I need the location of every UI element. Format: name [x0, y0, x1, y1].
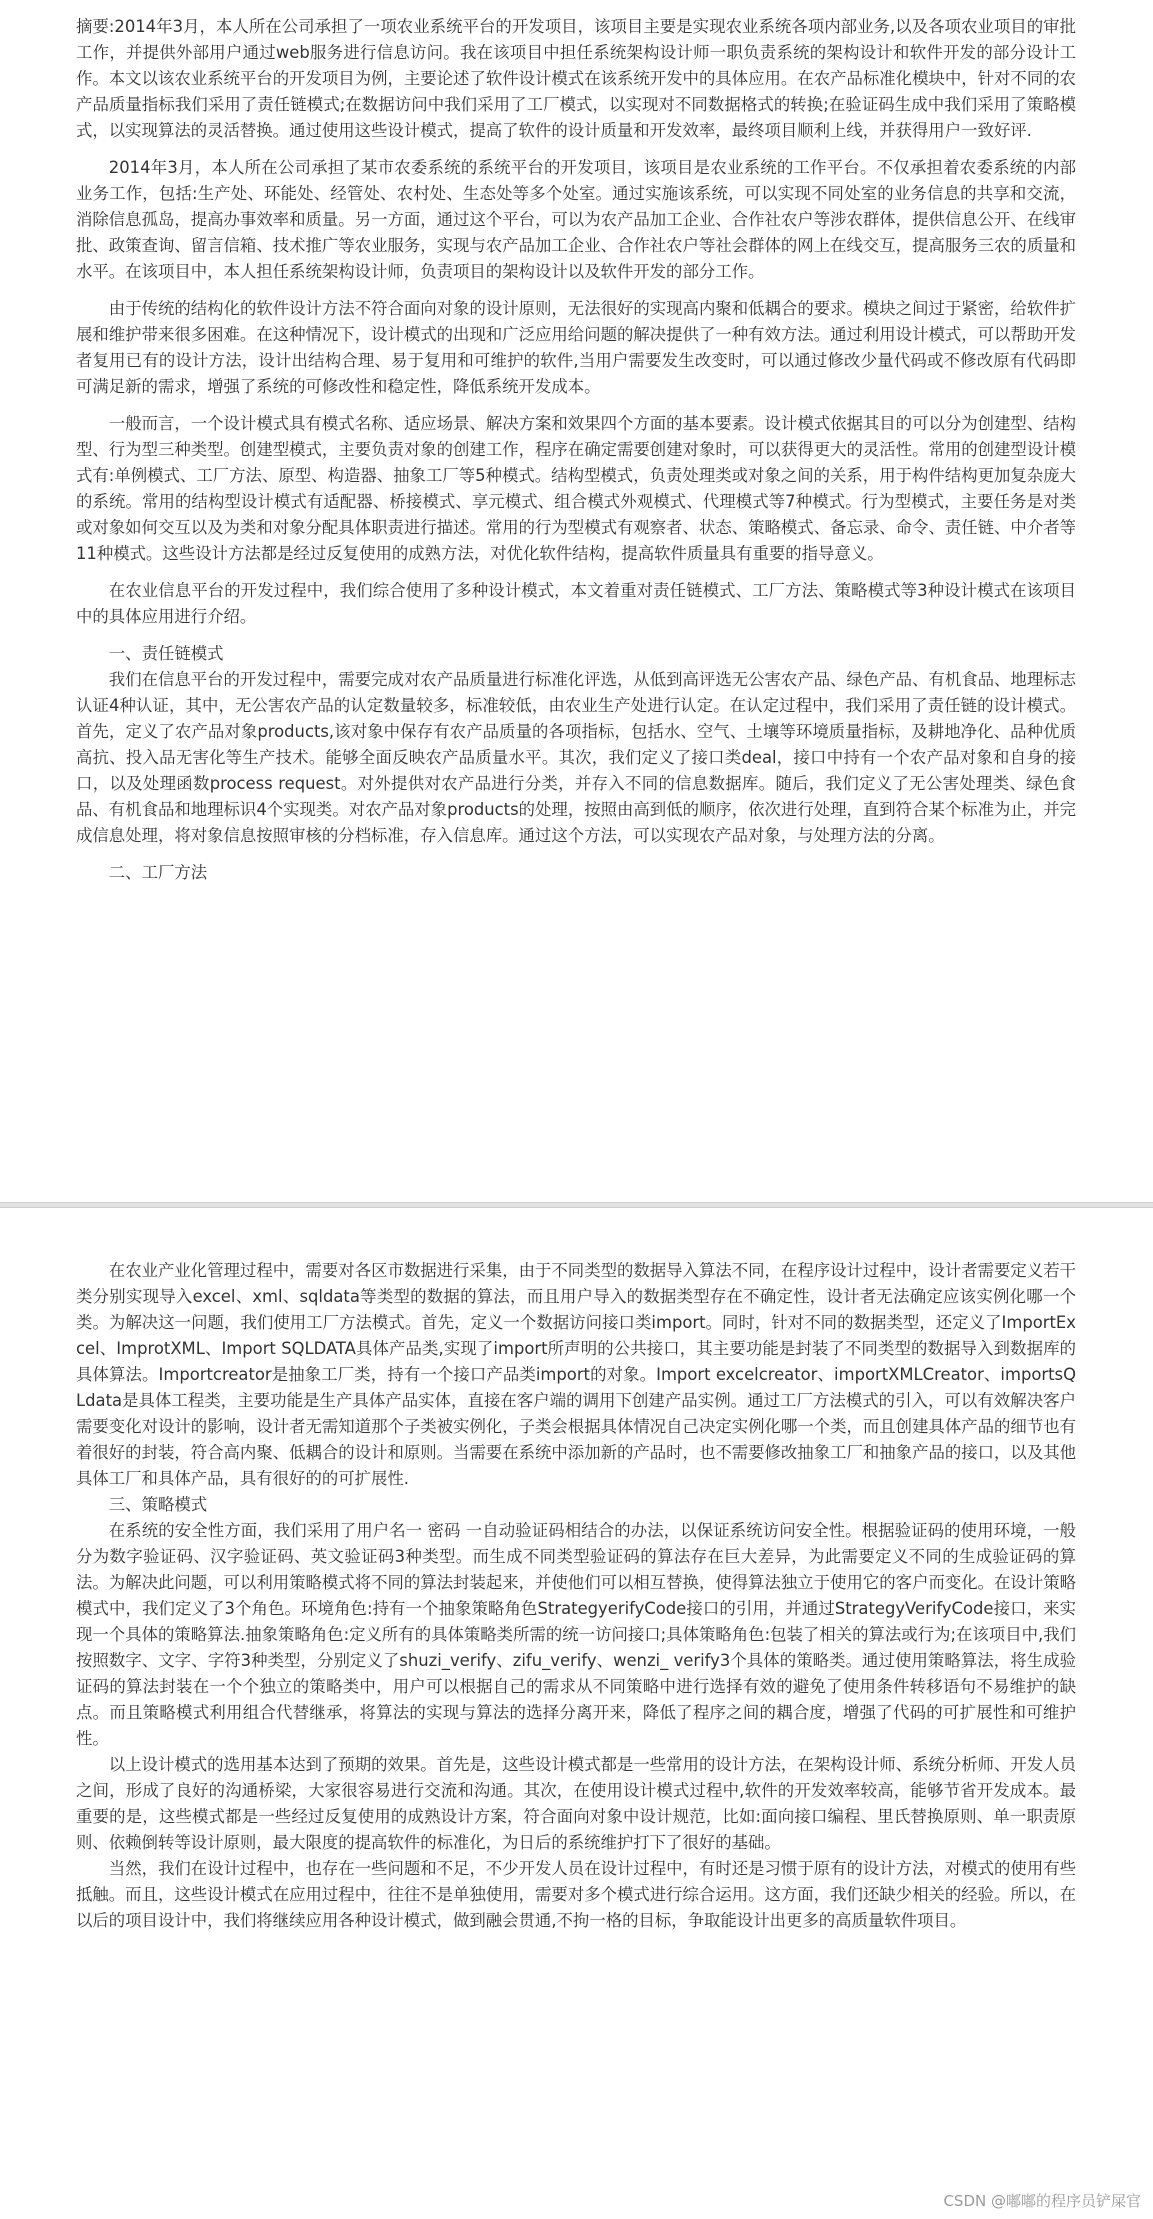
factory-method-paragraph: 在农业产业化管理过程中，需要对各区市数据进行采集，由于不同类型的数据导入算法不同，在程序设计过程中，设计者需要定义若干类分别实现导入excel、xml、sqldata等类型的数据的算法，而且用户导入的数据类型存在不确定性，设计者无法确定应该实例化哪一个类。为解决这一问题，我们使用工厂方法模式。首先，定义一个数据访问接口类import。同时，针对不同的数据类型，还定义了ImportExcel、ImprotXML、Import SQLDATA具体产品类,实现了import所声明的公共接口，其主要功能是封装了不同类型的数据导入到数据库的具体算法。Importcreator是抽象工厂类，持有一个接口产品类import的对象。Import excelcreator、importXMLCreator、importsQLdata是具体工程类，主要功能是生产具体产品实体，直接在客户端的调用下创建产品实例。通过工厂方法模式的引入，可以有效解决客户需要变化对设计的影响，设计者无需知道那个子类被实例化，子类会根据具体情况自己决定实例化哪一个类，而且创建具体产品的细节也有着很好的封装，符合高内聚、低耦合的设计和原则。当需要在系统中添加新的产品时，也不需要修改抽象工厂和抽象产品的接口，以及其他具体工厂和具体产品，具有很好的的可扩展性.	[76, 1261, 1076, 1488]
intro-paragraph: 2014年3月，本人所在公司承担了某市农委系统的系统平台的开发项目，该项目是农业系统的工作平台。不仅承担着农委系统的内部业务工作，包括:生产处、环能处、经管处、农村处、生态处等多个处室。通过实施该系统，可以实现不同处室的业务信息的共享和交流，消除信息孤岛，提高办事效率和质量。另一方面，通过这个平台，可以为农产品加工企业、合作社农户等涉农群体，提供信息公开、在线审批、政策查询、留言信箱、技术推广等农业服务，实现与农产品加工企业、合作社农户等社会群体的网上在线交互，提高服务三农的质量和水平。在该项目中，本人担任系统架构设计师，负责项目的架构设计以及软件开发的部分工作。	[76, 158, 1076, 281]
motivation-paragraph: 由于传统的结构化的软件设计方法不符合面向对象的设计原则，无法很好的实现高内聚和低耦合的要求。模块之间过于紧密，给软件扩展和维护带来很多困难。在这种情况下，设计模式的出现和广泛应用给问题的解决提供了一种有效方法。通过利用设计模式，可以帮助开发者复用已有的设计方法，设计出结构合理、易于复用和可维护的软件,当用户需要发生改变时，可以通过修改少量代码或不修改原有代码即可满足新的需求，增强了系统的可修改性和稳定性，降低系统开发成本。	[76, 299, 1076, 396]
summary-paragraph: 以上设计模式的选用基本达到了预期的效果。首先是，这些设计模式都是一些常用的设计方法，在架构设计师、系统分析师、开发人员之间，形成了良好的沟通桥梁，大家很容易进行交流和沟通。其次，在使用设计模式过程中,软件的开发效率较高，能够节省开发成本。最重要的是，这些模式都是一些经过反复使用的成熟设计方案，符合面向对象中设计规范，比如:面向接口编程、里氏替换原则、单一职责原则、依赖倒转等设计原则，最大限度的提高软件的标准化，为日后的系统维护打下了很好的基础。	[76, 1755, 1076, 1852]
strategy-paragraph: 在系统的安全性方面，我们采用了用户名一 密码 一自动验证码相结合的办法，以保证系统访问安全性。根据验证码的使用环境，一般分为数字验证码、汉字验证码、英文验证码3种类型。而生成不同类型验证码的算法存在巨大差异，为此需要定义不同的生成验证码的算法。为解决此问题，可以利用策略模式将不同的算法封装起来，并使他们可以相互替换，使得算法独立于使用它的客户而变化。在设计策略模式中，我们定义了3个角色。环境角色:持有一个抽象策略角色StrategyerifyCode接口的引用，并通过StrategyVerifyCode接口，来实现一个具体的策略算法.抽象策略角色:定义所有的具体策略类所需的统一访问接口;具体策略角色:包装了相关的算法或行为;在该项目中,我们按照数字、文字、字符3种类型，分别定义了shuzi_verify、zifu_verify、wenzi_ verify3个具体的策略类。通过使用策略算法，将生成验证码的算法封装在一个个独立的策略类中，用户可以根据自己的需求从不同策略中进行选择有效的避免了使用条件转移语句不易维护的缺点。而且策略模式利用组合代替继承，将算法的实现与算法的选择分离开来，降低了程序之间的耦合度，增强了代码的可扩展性和可维护性。	[76, 1521, 1076, 1748]
csdn-watermark: CSDN @嘟嘟的程序员铲屎官	[943, 2192, 1141, 2210]
section-heading-chain-of-responsibility: 一、责任链模式	[108, 644, 224, 663]
page-1-content	[76, 14, 1076, 886]
section-heading-factory-method: 二、工厂方法	[108, 863, 208, 882]
section-heading-strategy: 三、策略模式	[108, 1495, 208, 1514]
conclusion-paragraph: 当然，我们在设计过程中，也存在一些问题和不足，不少开发人员在设计过程中，有时还是习惯于原有的设计方法，对模式的使用有些抵触。而且，这些设计模式在应用过程中，往往不是单独使用，需要对多个模式进行综合运用。这方面，我们还缺少相关的经验。所以，在以后的项目设计中，我们将继续应用各种设计模式，做到融会贯通,不拘一格的目标，争取能设计出更多的高质量软件项目。	[76, 1859, 1076, 1930]
patterns-used-paragraph: 在农业信息平台的开发过程中，我们综合使用了多种设计模式，本文着重对责任链模式、工厂方法、策略模式等3种设计模式在该项目中的具体应用进行介绍。	[76, 581, 1076, 626]
document-page-2	[0, 1208, 1153, 2219]
abstract-paragraph: 摘要:2014年3月，本人所在公司承担了一项农业系统平台的开发项目，该项目主要是实现农业系统各项内部业务,以及各项农业项目的审批工作，并提供外部用户通过web服务进行信息访问。我在该项目中担任系统架构设计师一职负责系统的架构设计和软件开发的部分设计工作。本文以该农业系统平台的开发项目为例，主要论述了软件设计模式在该系统开发中的具体应用。在农产品标准化模块中，针对不同的农产品质量指标我们采用了责任链模式;在数据访问中我们采用了工厂模式，以实现对不同数据格式的转换;在验证码生成中我们采用了策略模式，以实现算法的灵活替换。通过使用这些设计模式，提高了软件的设计质量和开发效率，最终项目顺利上线，并获得用户一致好评.	[76, 17, 1076, 140]
page-2-content	[76, 1258, 1076, 1934]
chain-of-responsibility-paragraph: 我们在信息平台的开发过程中，需要完成对农产品质量进行标准化评选，从低到高评选无公害农产品、绿色产品、有机食品、地理标志认证4种认证，其中，无公害农产品的认定数量较多，标准较低，由农业生产处进行认定。在认定过程中，我们采用了责任链的设计模式。首先，定义了农产品对象products,该对象中保存有农产品质量的各项指标，包括水、空气、土壤等环境质量指标，及耕地净化、品种优质高抗、投入品无害化等生产技术。能够全面反映农产品质量水平。其次，我们定义了接口类deal，接口中持有一个农产品对象和自身的接口，以及处理函数process request。对外提供对农产品进行分类，并存入不同的信息数据库。随后，我们定义了无公害处理类、绿色食品、有机食品和地理标识4个实现类。对农产品对象products的处理，按照由高到低的顺序，依次进行处理，直到符合某个标准为止，并完成信息处理，将对象信息按照审核的分档标准，存入信息库。通过这个方法，可以实现农产品对象，与处理方法的分离。	[76, 670, 1076, 845]
design-pattern-overview-paragraph: 一般而言，一个设计模式具有模式名称、适应场景、解决方案和效果四个方面的基本要素。设计模式依据其目的可以分为创建型、结构型、行为型三种类型。创建型模式，主要负责对象的创建工作，程序在确定需要创建对象时，可以获得更大的灵活性。常用的创建型设计模式有:单例模式、工厂方法、原型、构造器、抽象工厂等5种模式。结构型模式，负责处理类或对象之间的关系，用于构件结构更加复杂庞大的系统。常用的结构型设计模式有适配器、桥接模式、享元模式、组合模式外观模式、代理模式等7种模式。行为型模式，主要任务是对类或对象如何交互以及为类和对象分配具体职责进行描述。常用的行为型模式有观察者、状态、策略模式、备忘录、命令、责任链、中介者等11种模式。这些设计方法都是经过反复使用的成熟方法，对优化软件结构，提高软件质量具有重要的指导意义。	[76, 414, 1076, 563]
